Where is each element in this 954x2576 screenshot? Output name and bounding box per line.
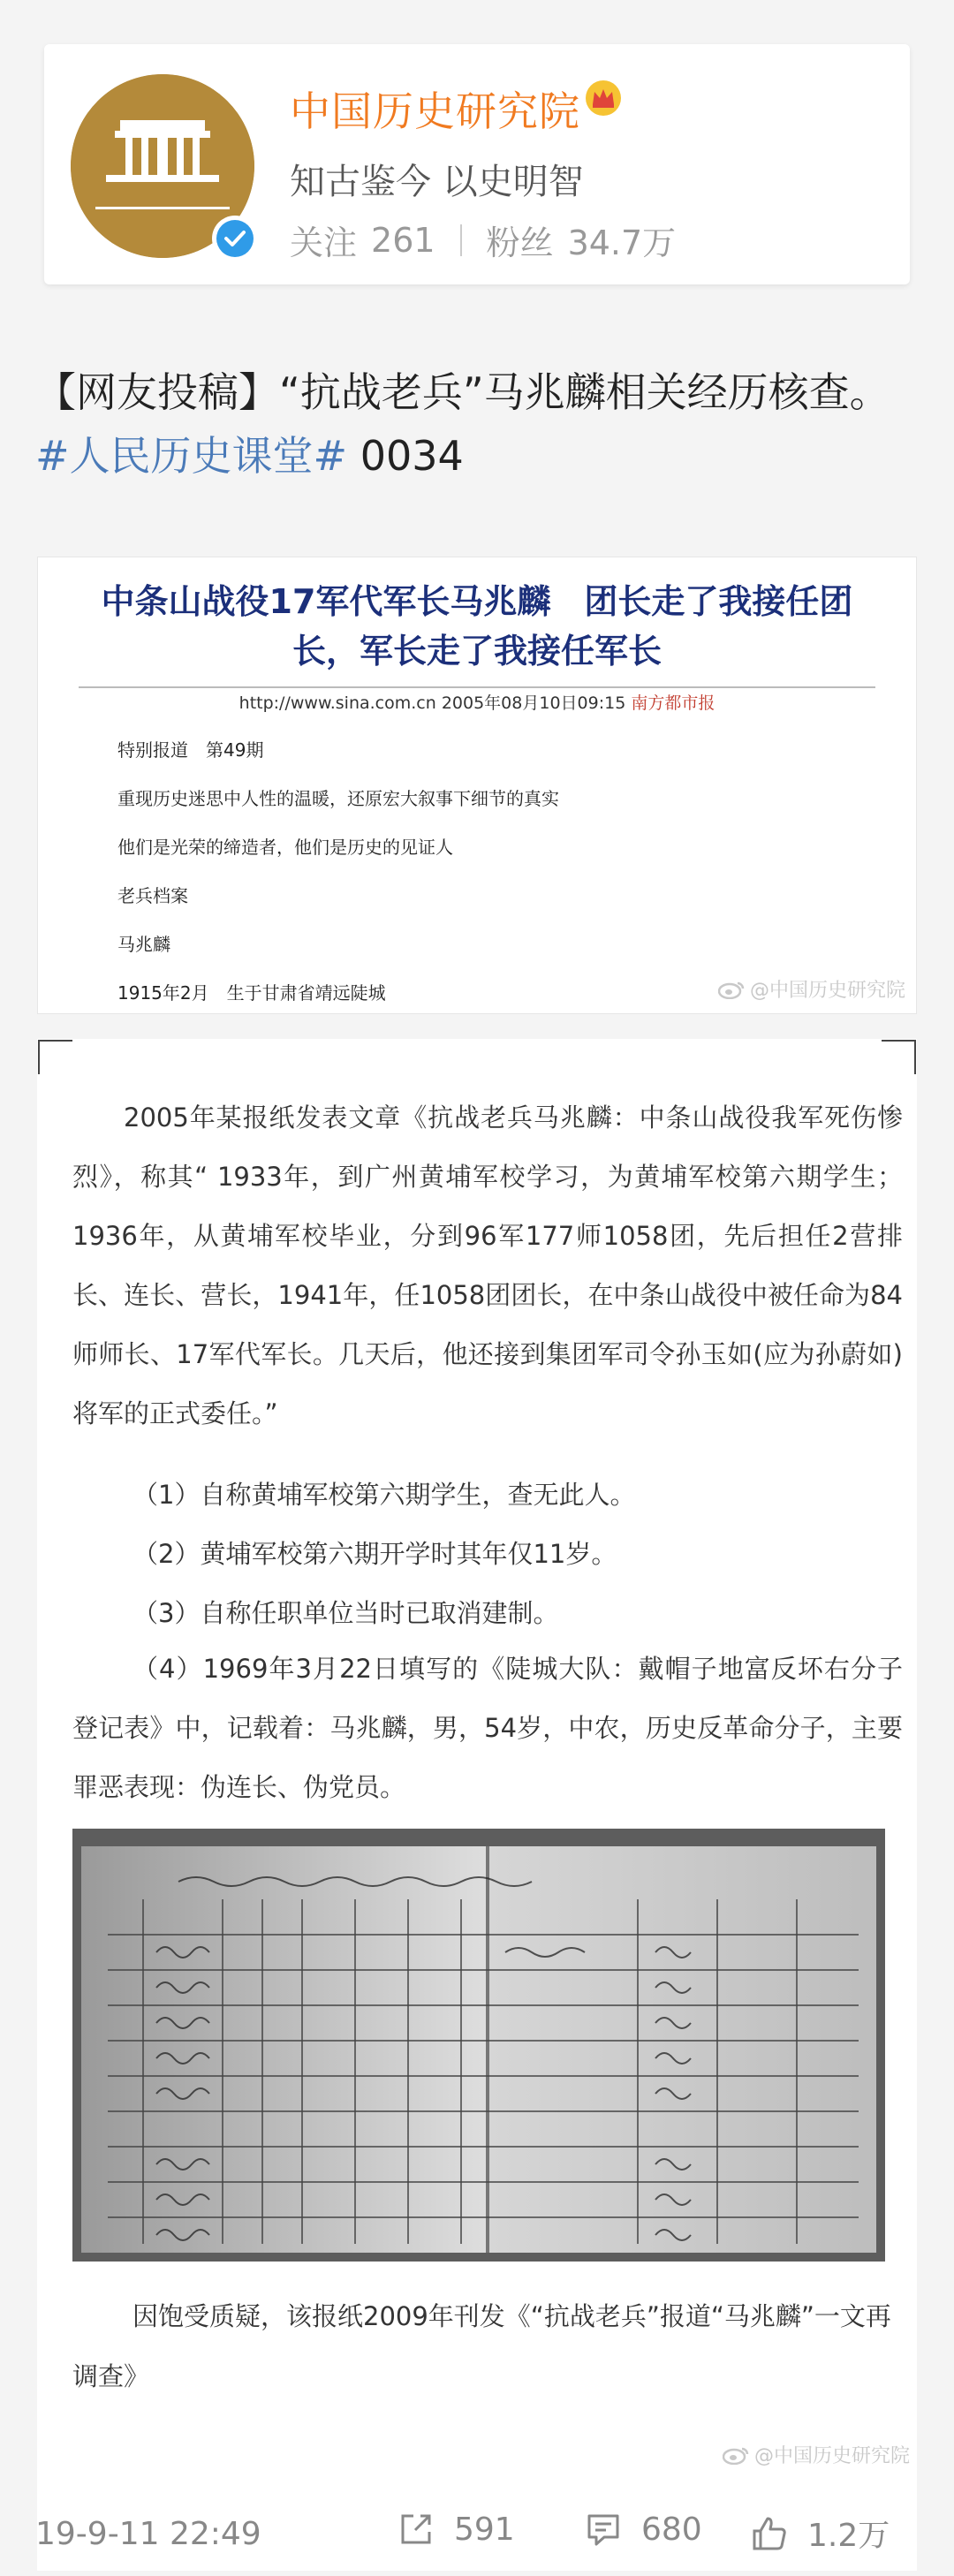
image-watermark-text: @中国历史研究院 bbox=[753, 2445, 910, 2467]
like-count: 1.2万 bbox=[807, 2518, 890, 2554]
clipping-line: 老兵档案 bbox=[117, 885, 188, 906]
corner-mark-right bbox=[882, 1039, 917, 1074]
image-watermark bbox=[723, 2441, 910, 2468]
image-watermark-text: @中国历史研究院 bbox=[749, 980, 905, 1002]
account-stats bbox=[290, 216, 676, 264]
clipping-divider bbox=[79, 686, 875, 688]
fans-count[interactable]: 34.7万 bbox=[567, 224, 677, 262]
follow-label[interactable]: 关注 bbox=[290, 224, 358, 262]
image-watermark bbox=[718, 975, 905, 1003]
post-text bbox=[35, 360, 919, 488]
clipping-source-paper: 南方都市报 bbox=[631, 693, 716, 713]
comment-icon bbox=[585, 2511, 622, 2548]
verified-badge bbox=[212, 216, 258, 261]
document-item: （3）自称任职单位当时已取消建制。 bbox=[132, 1598, 559, 1628]
ledger-photo bbox=[72, 1829, 885, 2262]
clipping-source bbox=[38, 690, 916, 714]
clipping-line: 他们是光荣的缔造者，他们是历史的见证人 bbox=[117, 837, 453, 858]
repost-count: 591 bbox=[454, 2511, 515, 2548]
weibo-icon bbox=[718, 980, 745, 999]
document-item: （2）黄埔军校第六期开学时其年仅11岁。 bbox=[132, 1539, 617, 1569]
clipping-title-line1: 中条山战役17军代军长马兆麟 团长走了我接任团 bbox=[101, 582, 853, 621]
account-slogan: 知古鉴今 以史明智 bbox=[290, 162, 584, 202]
document-paragraph: 2005年某报纸发表文章《抗战老兵马兆麟：中条山战役我军死伤惨烈》，称其“ 1933年，到广州黄埔军校学习，为黄埔军校第六期学生；1936年，从黄埔军校毕业，分到96军177师1058团，先后担任2营排长、连长、营长，1941年，任1058团团长，在中条山战役中被任命为84师师长、17军代军长。几天后，他还接到集团军司令孙玉如(应为孙蔚如)将军的正式委任。” bbox=[72, 1102, 903, 1428]
thumbs-up-icon bbox=[751, 2515, 788, 2552]
crown-icon bbox=[583, 78, 624, 118]
clipping-source-url: http://www.sina.com.cn 2005年08月10日09:15 bbox=[238, 693, 632, 713]
post-image-news-clipping[interactable] bbox=[37, 557, 917, 1014]
clipping-line: 马兆麟 bbox=[117, 934, 170, 955]
post-image-document[interactable] bbox=[37, 1039, 917, 2571]
post-time: 19-9-11 22:49 bbox=[35, 2516, 261, 2552]
clipping-line: 特别报道 第49期 bbox=[117, 739, 264, 761]
clipping-title-line2: 长，军长走了我接任军长 bbox=[292, 632, 662, 671]
follow-count[interactable]: 261 bbox=[371, 220, 435, 260]
weibo-icon bbox=[723, 2445, 749, 2465]
comment-count: 680 bbox=[641, 2511, 702, 2548]
fans-label[interactable]: 粉丝 bbox=[486, 224, 554, 262]
post-text-number: 0034 bbox=[347, 432, 464, 480]
repost-button[interactable] bbox=[398, 2511, 515, 2548]
post-text-body: 【网友投稿】“抗战老兵”马兆麟相关经历核查。 bbox=[35, 368, 890, 416]
account-name[interactable]: 中国历史研究院 bbox=[290, 87, 580, 135]
clipping-line: 重现历史迷思中人性的温暖，还原宏大叙事下细节的真实 bbox=[117, 788, 559, 809]
stats-divider bbox=[460, 224, 462, 256]
like-button[interactable] bbox=[751, 2511, 890, 2556]
clipping-title bbox=[38, 577, 916, 676]
verified-icon bbox=[216, 219, 254, 258]
post-footer bbox=[0, 2495, 954, 2576]
handwritten-register-image bbox=[72, 1829, 885, 2262]
document-item: （4）1969年3月22日填写的《陡城大队：戴帽子地富反坏右分子登记表》中，记载着：马兆麟，男，54岁，中农，历史反革命分子，主要罪恶表现：伪连长、伪党员。 bbox=[72, 1654, 903, 1802]
ledger-caption: 因饱受质疑，该报纸2009年刊发《“抗战老兵”报道“马兆麟”一文再调查》 bbox=[72, 2301, 891, 2391]
document-item: （1）自称黄埔军校第六期学生，查无此人。 bbox=[132, 1480, 636, 1510]
comment-button[interactable] bbox=[585, 2511, 702, 2548]
clipping-line: 1915年2月 生于甘肃省靖远陡城 bbox=[117, 982, 386, 1004]
profile-card[interactable] bbox=[44, 44, 910, 284]
hashtag-link[interactable]: #人民历史课堂# bbox=[35, 432, 348, 480]
corner-mark-left bbox=[37, 1039, 72, 1074]
repost-icon bbox=[398, 2511, 435, 2548]
